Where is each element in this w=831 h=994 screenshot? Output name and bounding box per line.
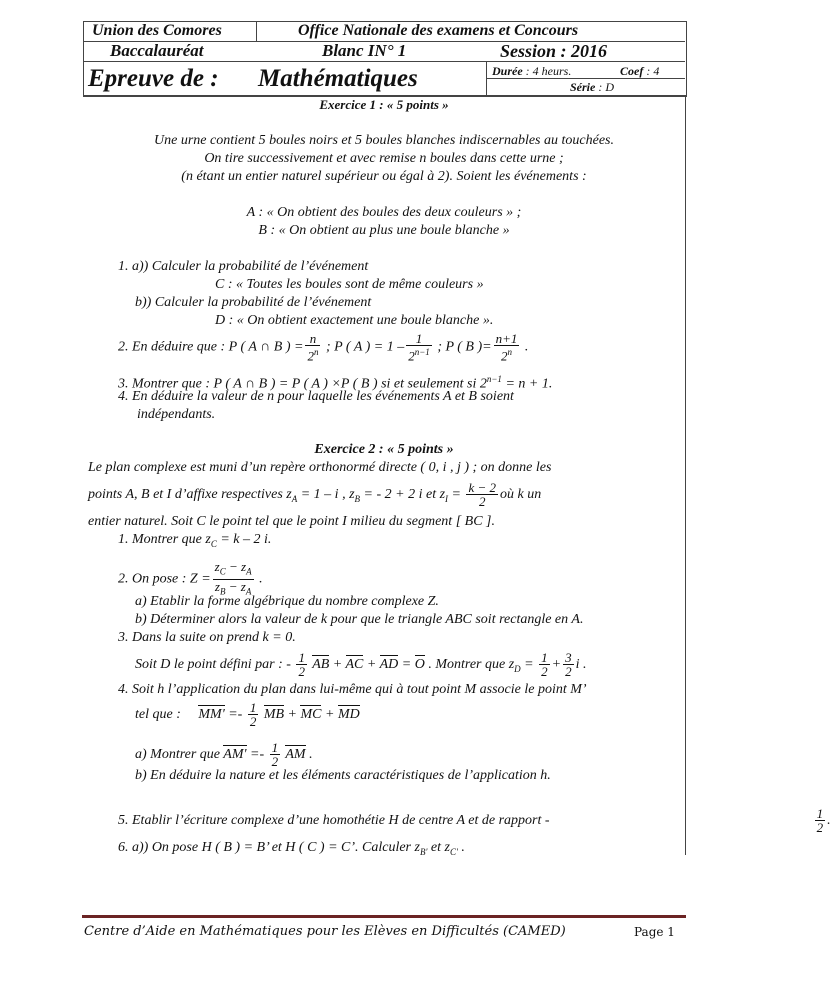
- ex2-q2: 2. On pose : Z = $\frac{z_C - z_A}{z_B - z_A}$ .: [118, 559, 263, 597]
- ex2-q4-def: tel que : MM' =- $\frac{1}{2}$ MB + MC + MD: [135, 700, 360, 730]
- ex2-q4a: a) Montrer que AM' =- $\frac{1}{2}$ AM .: [135, 740, 313, 770]
- ex2-intro: Le plan complexe est muni d’un repère orthonormé directe ( 0, i , j ) ; on donne les: [88, 460, 552, 475]
- coef-value: : 4: [643, 64, 660, 78]
- ex1-intro: (n étant un entier naturel supérieur ou égal à 2). Soient les événements :: [181, 169, 587, 184]
- duree-value: : 4 heurs.: [522, 64, 572, 78]
- ex1-q2: 2. En déduire que : P ( A ∩ B ) = $\frac{n}{2^n}$ ; P ( A ) = 1 – $\frac{1}{2^{n-1}}$ ; P ( B )= $\frac{n+1}{2^n}$ .: [118, 331, 529, 364]
- page-number: Page 1: [634, 925, 675, 939]
- blanc-label: Blanc IN° 1: [322, 41, 407, 60]
- ex1-q1a: 1. a)) Calculer la probabilité de l’événement: [118, 259, 369, 274]
- divider: [83, 61, 685, 62]
- event-b: B : « On obtient au plus une boule blanche »: [258, 223, 510, 238]
- ex2-points: points A, B et I d’affixe respectives $z_A = 1 - i$ , $z_B$ = - 2 + 2 i et $z_I$ = $\frac{k - 2}{2}$ où k un: [88, 480, 542, 510]
- divider: [256, 21, 257, 41]
- footer-rule: [82, 915, 686, 918]
- ex2-q2a: a) Etablir la forme algébrique du nombre complexe Z.: [135, 594, 439, 609]
- ex2-q3: 3. Dans la suite on prend k = 0.: [118, 630, 296, 645]
- ex2-title: Exercice 2 : « 5 points »: [314, 442, 454, 457]
- ex2-q4: 4. Soit h l’application du plan dans lui-même qui à tout point M associe le point M’: [118, 682, 587, 697]
- event-a: A : « On obtient des boules des deux couleurs » ;: [246, 205, 522, 220]
- coef-label: Coef: [620, 64, 644, 78]
- ex2-intro-3: entier naturel. Soit C le point tel que le point I milieu du segment [ BC ].: [88, 514, 495, 529]
- ex1-q1d: D : « On obtient exactement une boule blanche ».: [215, 313, 494, 328]
- ex1-q4-cont: indépendants.: [137, 407, 216, 422]
- serie-value: : D: [595, 80, 615, 94]
- subject-title: Mathématiques: [258, 65, 418, 92]
- ex2-q5: 5. Etablir l’écriture complexe d’une homothétie H de centre A et de rapport - $\frac{1}{2}$ .: [118, 806, 831, 836]
- ex2-q3-d: Soit D le point défini par : - $\frac{1}{2}$ AB + AC + AD = O . Montrer que $z_D$ = $\frac{1}{2}$ + $\frac{3}{2}$ i .: [135, 650, 587, 680]
- ex1-q1c: C : « Toutes les boules sont de même couleurs »: [215, 277, 484, 292]
- office-label: Office Nationale des examens et Concours: [298, 22, 579, 39]
- session-label: Session : 2016: [500, 41, 608, 61]
- epreuve-label: Epreuve de :: [88, 65, 219, 92]
- ex1-intro: Une urne contient 5 boules noirs et 5 boules blanches indiscernables au touchées.: [154, 133, 614, 148]
- ex2-q4b: b) En déduire la nature et les éléments caractéristiques de l’application h.: [135, 768, 551, 783]
- duree-label: Durée: [492, 64, 523, 78]
- ex1-q3: 3. Montrer que : P ( A ∩ B ) = P ( A ) ×P ( B ) si et seulement si $2^{n-1} = n + 1$.: [118, 374, 553, 392]
- ex2-q2b: b) Déterminer alors la valeur de k pour que le triangle ABC soit rectangle en A.: [135, 612, 584, 627]
- ex2-q1: 1. Montrer que $z_C = k - 2$ i.: [118, 532, 272, 549]
- footer-text: Centre d’Aide en Mathématiques pour les Elèves en Difficultés (CAMED): [84, 924, 566, 939]
- ex1-intro: On tire successivement et avec remise n boules dans cette urne ;: [204, 151, 564, 166]
- bac-label: Baccalauréat: [110, 41, 204, 60]
- ex1-q1b: b)) Calculer la probabilité de l’événement: [135, 295, 372, 310]
- serie-label: Série: [570, 80, 596, 94]
- union-label: Union des Comores: [92, 22, 222, 39]
- ex2-q6: 6. a)) On pose H ( B ) = B’ et H ( C ) = C’. Calculer $z_{B'}$ et $z_{C'}$ .: [118, 840, 465, 857]
- ex1-title: Exercice 1 : « 5 points »: [319, 97, 449, 112]
- ex1-q4: 4. En déduire la valeur de n pour laquelle les événements A et B soient: [118, 389, 514, 404]
